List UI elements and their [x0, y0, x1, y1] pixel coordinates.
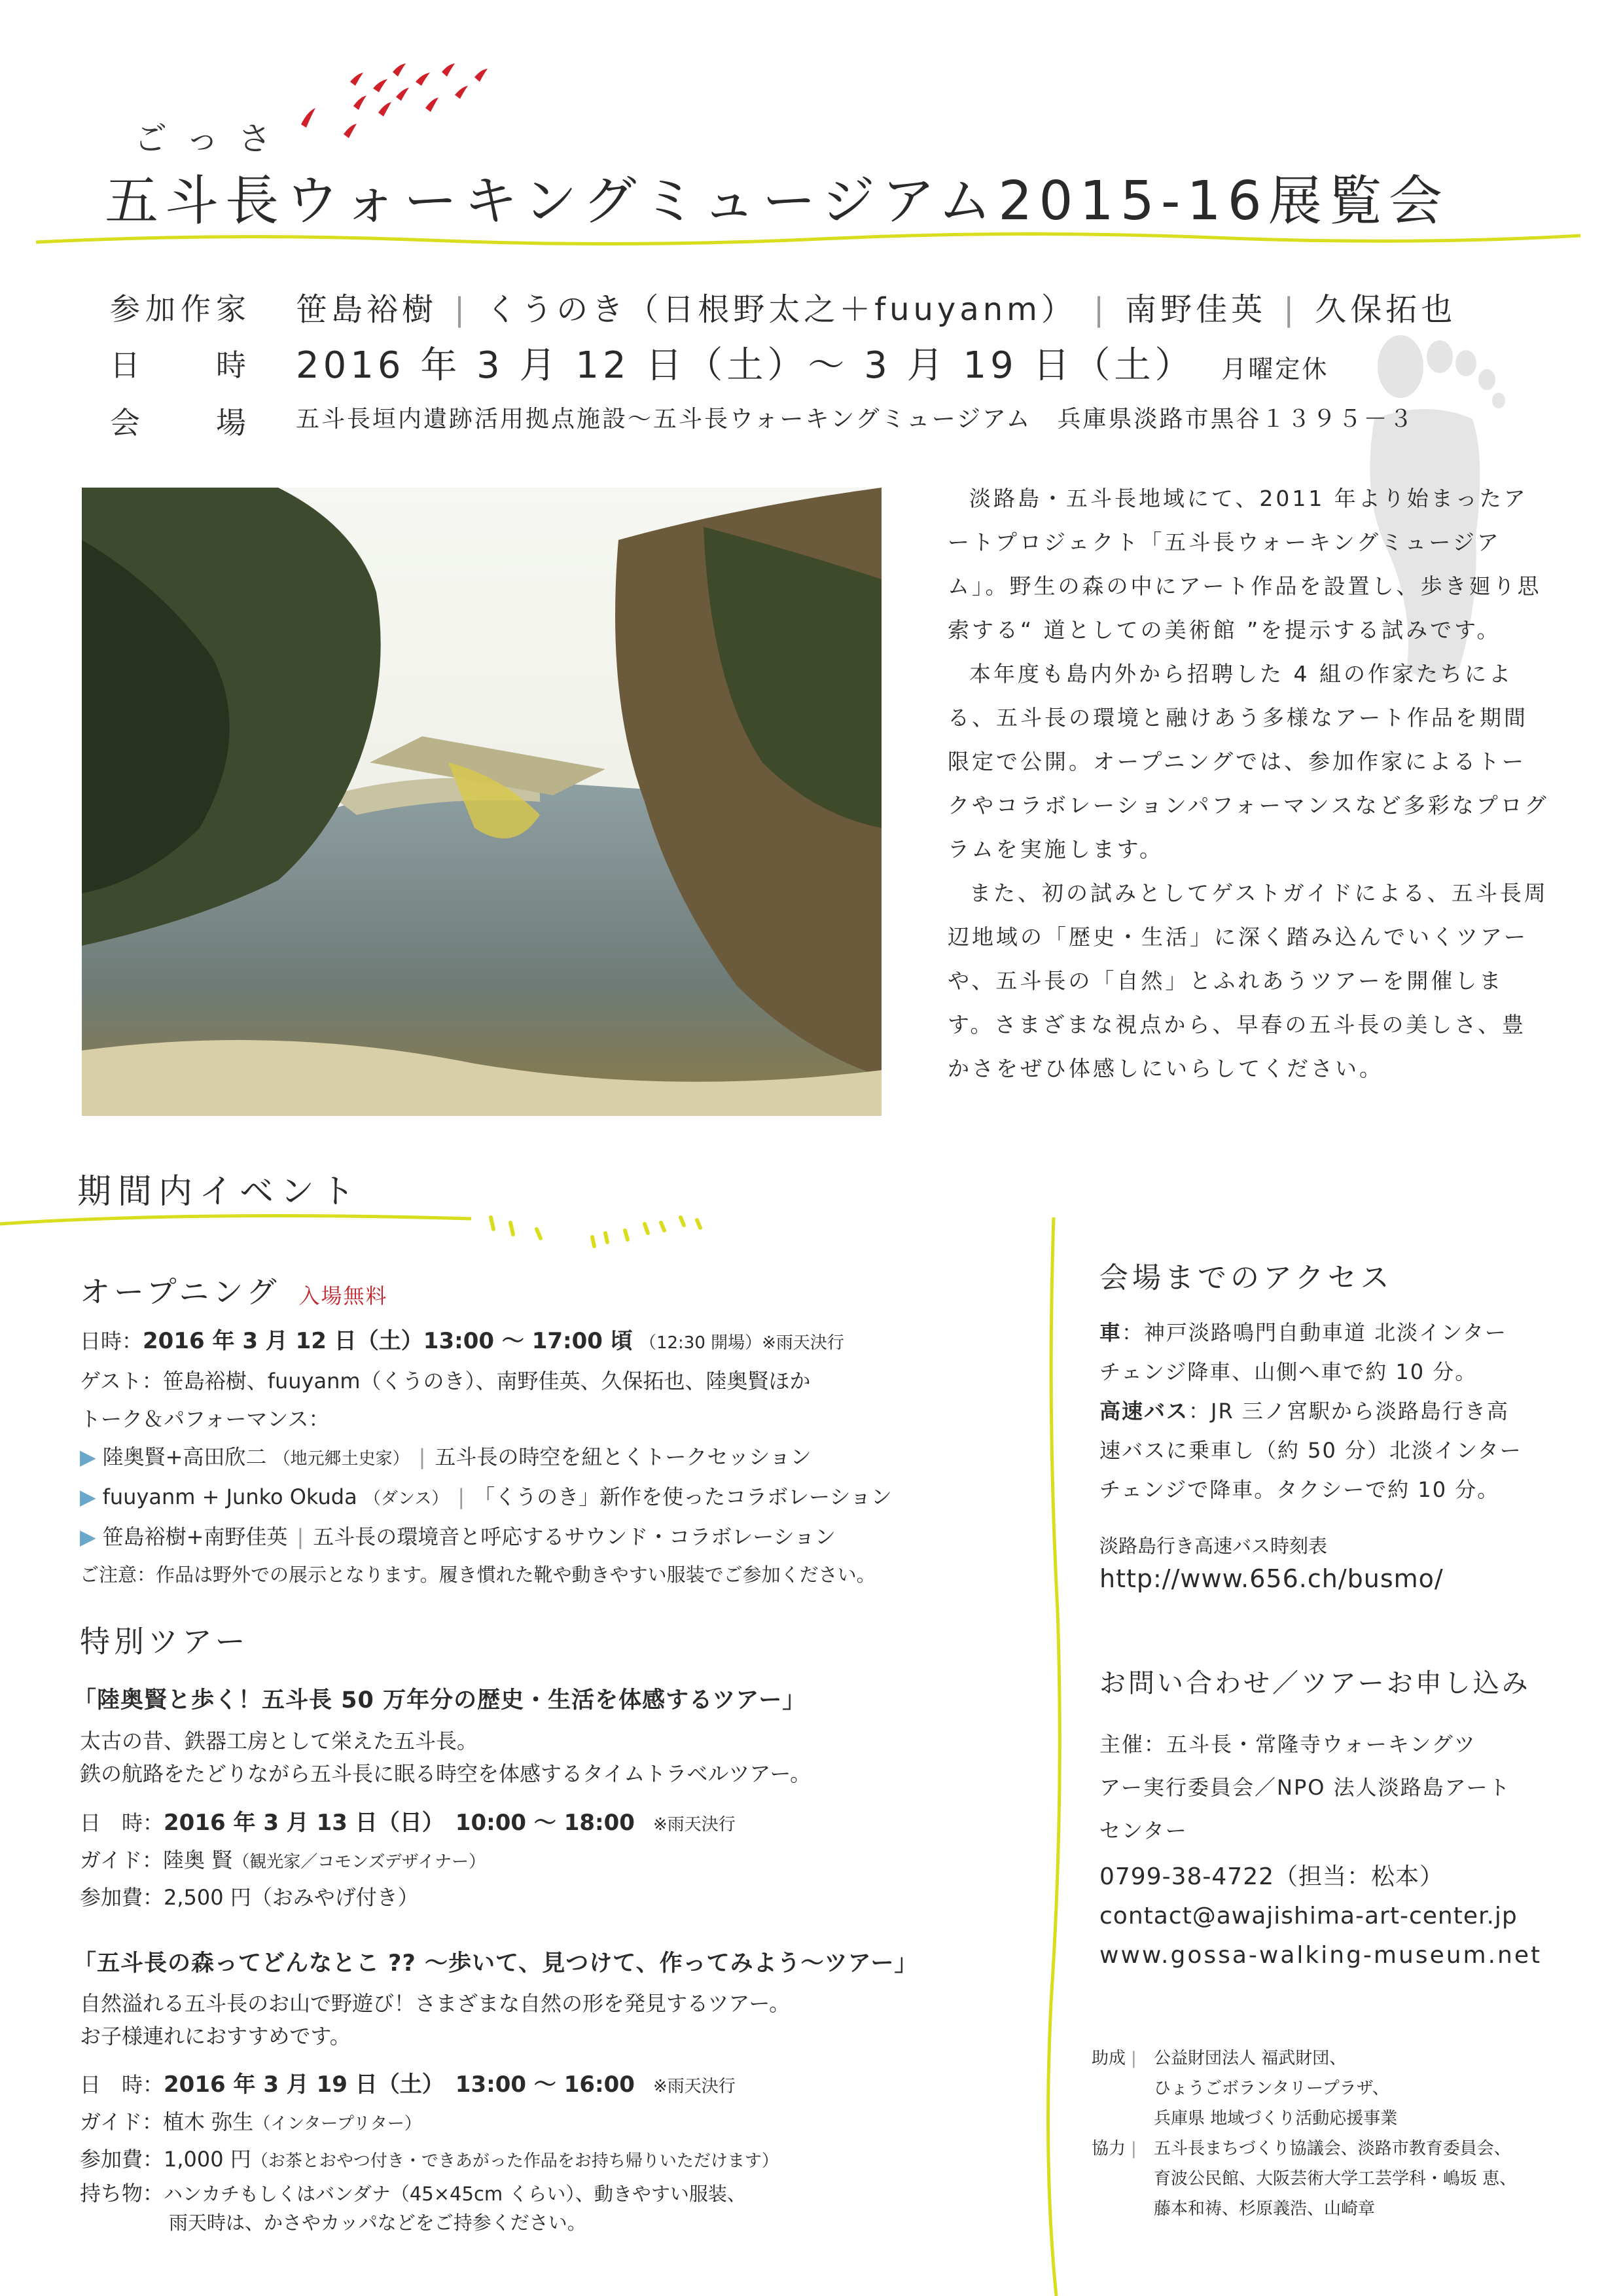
tour1-desc-line: 鉄の航路をたどりながら五斗長に眠る時空を体感するタイムトラベルツアー。 [80, 1761, 812, 1786]
contact-org-line: アー実行委員会／NPO 法人淡路島アート [1099, 1775, 1511, 1800]
intro-paragraph-2: 本年度も島内外から招聘した 4 組の作家たちによる、五斗長の環境と融けあう多様なアート作品を期間限定で公開。オープニングでは、参加作家によるトークやコラボレーションパフォーマンスなど多彩なプログラムを実施します。 [948, 661, 1549, 862]
triangle-bullet-icon: ▶ [80, 1524, 96, 1549]
tour2-desc-line: 自然溢れる五斗長のお山で野遊び！さまざまな自然の形を発見するツアー。 [80, 1991, 791, 2016]
tour1-fee-line [80, 1880, 736, 1915]
credit-coop-1: 五斗長まちづくり協議会、淡路市教育委員会、 [1154, 2139, 1511, 2159]
opening-heading [80, 1268, 388, 1312]
timetable-link[interactable]: http://www.656.ch/busmo/ [1099, 1564, 1444, 1593]
intro-paragraph-3: また、初の試みとしてゲストガイドによる、五斗長周辺地域の「歴史・生活」に深く踏み込んでいくツアーや、五斗長の「自然」とふれあうツアーを開催します。さまざまな視点から、早春の五斗長の美しさ、豊かさをぜひ体感しにいらしてください。 [948, 880, 1548, 1081]
credit-support-3: 兵庫県 地域づくり活動応援事業 [1154, 2109, 1398, 2128]
contact-phone: 0799-38-4722（担当：松本） [1099, 1863, 1444, 1890]
opening-item-role: （地元郷土史家） [273, 1449, 410, 1469]
title-underline [36, 226, 1580, 252]
artist-2: くうのき（日根野太之＋fuuyanm） [486, 291, 1077, 328]
tour1-rain-note: ※雨天決行 [652, 1815, 736, 1835]
tour2-guide-note: （インタープリター） [253, 2114, 421, 2134]
triangle-bullet-icon: ▶ [80, 1484, 96, 1509]
tour1-desc [80, 1725, 811, 1790]
tour1-fee: 2,500 円（おみやげ付き） [164, 1885, 419, 1910]
tour2-bring-cont: 雨天時は、かさやカッパなどをご持参ください。 [169, 2212, 586, 2234]
tour2-date-label: 日 時： [80, 2072, 164, 2097]
tour1-guide-note: （観光家／コモンズデザイナー） [232, 1852, 486, 1872]
events-underline [0, 1204, 720, 1250]
title-ruby: ごっさ [134, 120, 291, 158]
opening-item: ▶ 笹島裕樹+南野佳英 | 五斗長の環境音と呼応するサウンド・コラボレーション [80, 1524, 836, 1549]
date-label: 日 時 [110, 348, 251, 383]
access-car-line-2: チェンジ降車、山側へ車で約 10 分。 [1099, 1359, 1478, 1384]
tour2-bring-line [80, 2179, 779, 2208]
tour2-bring-label: 持ち物： [80, 2181, 164, 2206]
opening-guests: ゲスト：笹島裕樹、fuuyanm（くうのき）、南野佳英、久保拓也、陸奥賢ほか [80, 1369, 811, 1393]
access-car-line [1099, 1313, 1571, 1352]
opening-title: オープニング [80, 1274, 281, 1310]
triangle-bullet-icon: ▶ [80, 1444, 96, 1469]
access-bus-line-2: 速バスに乗車し（約 50 分）北淡インター [1099, 1438, 1522, 1463]
tour2-guide: 植木 弥生 [163, 2109, 254, 2134]
pond-photo [82, 488, 882, 1116]
opening-item-who: fuuyanm + Junko Okuda [102, 1484, 357, 1509]
tour1-date-label: 日 時： [80, 1810, 164, 1835]
credit-support-1: 公益財団法人 福武財団、 [1154, 2049, 1347, 2068]
tour2-fee-label: 参加費： [80, 2147, 164, 2172]
contact-website-link[interactable]: www.gossa-walking-museum.net [1099, 1942, 1543, 1969]
credit-coop-label: 協力 | [1092, 2139, 1137, 2159]
artist-separator: | [1283, 291, 1298, 328]
opening-item-role: （ダンス） [363, 1489, 449, 1509]
contact-org-line: 主催：五斗長・常隆寺ウォーキングツ [1099, 1732, 1476, 1757]
date-value [296, 336, 1329, 389]
artist-1: 笹島裕樹 [296, 291, 438, 328]
timetable-label: 淡路島行き高速バス時刻表 [1099, 1535, 1328, 1557]
access-bus-label: 高速バス [1099, 1399, 1189, 1424]
opening-item: ▶ fuuyanm + Junko Okuda （ダンス） | 「くうのき」新作を使ったコラボレーション [80, 1484, 892, 1509]
access-car-text: ：神戸淡路鳴門自動車道 北淡インター [1122, 1320, 1507, 1345]
date-range: 2016 年 3 月 12 日（土）～ 3 月 19 日（土） [296, 344, 1196, 387]
tour1-desc-line: 太古の昔、鉄器工房として栄えた五斗長。 [80, 1729, 478, 1753]
tour1-date: 2016 年 3 月 13 日（日） 10:00 ～ 18:00 [164, 1810, 635, 1836]
intro-text [948, 476, 1550, 1090]
opening-item-what: 「くうのき」新作を使ったコラボレーション [474, 1484, 892, 1509]
tour2-guide-line [80, 2104, 779, 2142]
tour2-date-line [80, 2067, 779, 2104]
venue-value: 五斗長垣内遺跡活用拠点施設～五斗長ウォーキングミュージアム 兵庫県淡路市黒谷１３９５－３ [296, 406, 1415, 433]
access-details [1099, 1313, 1571, 1509]
opening-details [80, 1322, 892, 1594]
tour1-title: 「陸奥賢と歩く！五斗長 50 万年分の歴史・生活を体感するツアー」 [73, 1687, 806, 1713]
opening-item: ▶ 陸奥賢+高田欣二 （地元郷土史家） | 五斗長の時空を紐とくトークセッション [80, 1444, 812, 1469]
artist-separator: | [454, 291, 469, 328]
opening-datetime-label: 日時： [80, 1329, 143, 1354]
contact-title: お問い合わせ／ツアーお申し込み [1099, 1668, 1531, 1698]
opening-item-what: 五斗長の環境音と呼応するサウンド・コラボレーション [313, 1524, 836, 1549]
credit-support-line [1092, 2043, 1516, 2073]
credit-coop-3: 藤本和祷、杉原義浩、山崎章 [1154, 2199, 1376, 2219]
tour1-guide-line [80, 1842, 736, 1880]
tour1-date-line [80, 1805, 736, 1842]
opening-notice: ご注意：作品は野外での展示となります。履き慣れた靴や動きやすい服装でご参加ください。 [80, 1564, 876, 1586]
credit-support-label: 助成 | [1092, 2049, 1137, 2068]
opening-item-who: 笹島裕樹+南野佳英 [102, 1524, 288, 1549]
credit-support-2: ひょうごボランタリープラザ、 [1154, 2079, 1389, 2098]
contact-org-line: センター [1099, 1818, 1188, 1843]
artist-separator: | [1093, 291, 1109, 328]
closed-note: 月曜定休 [1221, 355, 1329, 384]
venue-label: 会 場 [110, 405, 251, 440]
access-bus-line-3: チェンジで降車。タクシーで約 10 分。 [1099, 1477, 1500, 1502]
artists-list [296, 284, 1456, 329]
access-bus-line [1099, 1391, 1571, 1431]
free-admission-badge: 入場無料 [298, 1283, 388, 1308]
column-divider [1034, 1217, 1073, 2296]
tour2-details [80, 2067, 779, 2237]
tour2-date: 2016 年 3 月 19 日（土） 13:00 ～ 16:00 [164, 2072, 635, 2098]
credit-coop-line [1092, 2134, 1516, 2164]
events-section-title: 期間内イベント [77, 1172, 362, 1211]
tour2-title: 「五斗長の森ってどんなとこ ?? ～歩いて、見つけて、作ってみよう～ツアー」 [73, 1950, 918, 1977]
tour2-desc-line: お子様連れにおすすめです。 [80, 2024, 351, 2049]
tour1-guide-label: ガイド： [80, 1848, 164, 1873]
page-title: 五斗長ウォーキングミュージアム2015-16展覧会 [105, 170, 1449, 232]
access-title: 会場までのアクセス [1099, 1261, 1393, 1295]
tour2-desc [80, 1987, 790, 2053]
tour2-fee: 1,000 円 [164, 2147, 251, 2172]
opening-talk-label: トーク＆パフォーマンス： [80, 1407, 330, 1431]
opening-item-who: 陸奥賢+高田欣二 [102, 1444, 267, 1469]
opening-datetime-line [80, 1322, 892, 1362]
contact-links [1099, 1857, 1571, 1975]
credits [1092, 2043, 1516, 2224]
opening-item-what: 五斗長の時空を紐とくトークセッション [435, 1444, 812, 1469]
artists-label: 参加作家 [110, 291, 251, 327]
intro-paragraph-1: 淡路島・五斗長地域にて、2011 年より始まったアートプロジェクト「五斗長ウォーキングミュージアム」。野生の森の中にアート作品を設置し、歩き廻り思索する“ 道としての美術館 ”を提示する試みです。 [948, 486, 1542, 643]
contact-org [1099, 1723, 1571, 1852]
opening-datetime-note: （12:30 開場）※雨天決行 [639, 1333, 844, 1353]
contact-email-link[interactable]: contact@awajishima-art-center.jp [1099, 1903, 1518, 1929]
artist-3: 南野佳英 [1125, 291, 1267, 328]
red-brush-marks [288, 52, 510, 164]
tour2-rain-note: ※雨天決行 [652, 2077, 736, 2096]
tour2-fee-note: （お茶とおやつ付き・できあがった作品をお持ち帰りいただけます） [251, 2151, 779, 2171]
access-car-label: 車 [1099, 1320, 1122, 1345]
opening-datetime: 2016 年 3 月 12 日（土）13:00 ～ 17:00 頃 [143, 1328, 633, 1354]
tour1-guide: 陸奥 賢 [163, 1848, 233, 1873]
tours-heading: 特別ツアー [80, 1624, 249, 1659]
tour2-bring: ハンカチもしくはバンダナ（45×45cm くらい）、動きやすい服装、 [164, 2183, 746, 2205]
access-bus-text: ：JR 三ノ宮駅から淡路島行き高 [1188, 1399, 1509, 1424]
tour1-fee-label: 参加費： [80, 1885, 164, 1910]
artist-4: 久保拓也 [1315, 291, 1457, 328]
tour1-details [80, 1805, 736, 1915]
tour2-guide-label: ガイド： [80, 2109, 164, 2134]
credit-coop-2: 育波公民館、大阪芸術大学工芸学科・嶋坂 恵、 [1154, 2169, 1517, 2189]
tour2-fee-line [80, 2142, 779, 2179]
